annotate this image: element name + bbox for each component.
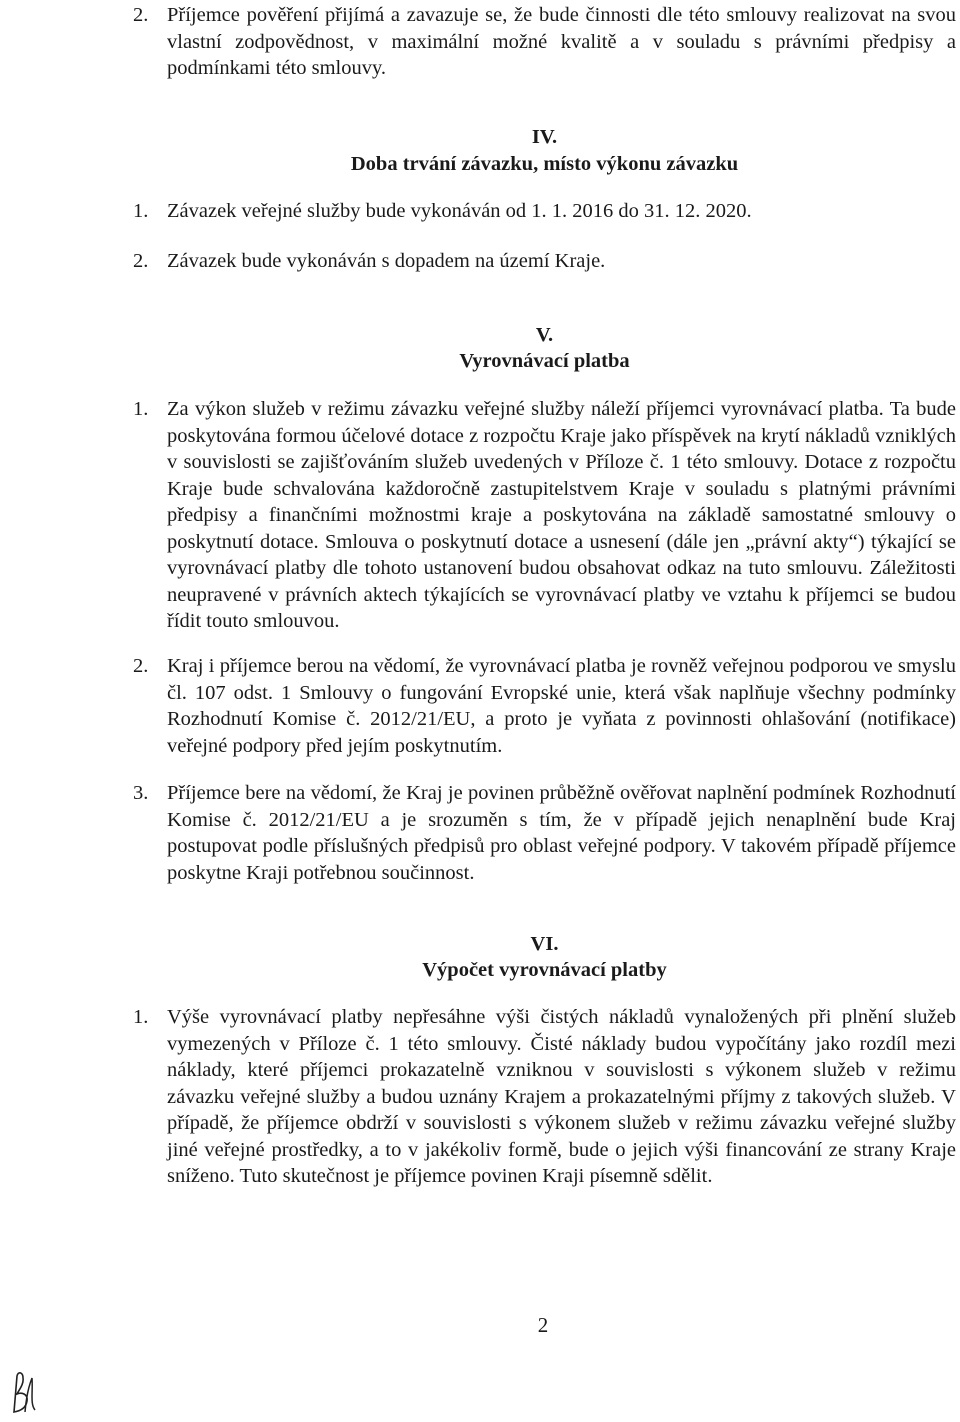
item-number: 1. xyxy=(133,200,149,222)
item-text: Za výkon služeb v režimu závazku veřejné služby náleží příjemci vyrovnávací platba. Ta bude poskytována formou účelové dotace z rozpočtu Kraje jako příspěvek na krytí nákladů vzniklých v souvislosti se zajišťováním služeb uvedených v Příloze č. 1 této smlouvy. Dotace z rozpočtu Kraje bude schvalována každoročně zastupitelstvem Kraje v souladu s platnými právními předpisy a finančními možnostmi kraje a poskytována na základě samostatné smlouvy o poskytnutí dotace. Smlouva o poskytnutí dotace a usnesení (dále jen „právní akty“) týkající se vyrovnávací platby dle tohoto ustanovení budou obsahovat odkaz na tuto smlouvu. Záležitosti neupravené v právních aktech týkajících se vyrovnávací platby ve vztahu k příjemci se budou řídit touto smlouvou. xyxy=(167,398,956,632)
page-number: 2 xyxy=(537,1313,549,1337)
item-number: 2. xyxy=(133,4,149,26)
paragraph-item xyxy=(133,2,956,82)
item-number: 2. xyxy=(133,655,149,677)
item-text: Kraj i příjemce berou na vědomí, že vyrovnávací platba je rovněž veřejnou podporou ve smyslu čl. 107 odst. 1 Smlouvy o fungování Evropské unie, která však naplňuje všechny podmínky Rozhodnutí Komise č. 2012/21/EU, a proto je vyňata z povinnosti ohlašování (notifikace) veřejné podpory před jejím poskytnutím. xyxy=(167,655,956,757)
section-numeral: VI. xyxy=(530,933,559,955)
section-numeral: IV. xyxy=(531,126,558,148)
paragraph-item xyxy=(133,780,956,886)
item-number: 3. xyxy=(133,782,149,804)
paragraph-item xyxy=(133,653,956,759)
paragraph-item xyxy=(133,1004,956,1190)
handwritten-initials xyxy=(6,1368,40,1416)
item-number: 1. xyxy=(133,1006,149,1028)
section-title: Vyrovnávací platba xyxy=(459,350,630,372)
item-text: Závazek bude vykonáván s dopadem na území Kraje. xyxy=(167,250,606,272)
section-numeral: V. xyxy=(535,324,554,346)
paragraph-item xyxy=(133,396,956,635)
item-number: 2. xyxy=(133,250,149,272)
item-text: Závazek veřejné služby bude vykonáván od 1. 1. 2016 do 31. 12. 2020. xyxy=(167,200,752,222)
item-number: 1. xyxy=(133,398,149,420)
section-title: Doba trvání závazku, místo výkonu závazku xyxy=(350,153,739,175)
item-text: Výše vyrovnávací platby nepřesáhne výši čistých nákladů vynaložených při plnění služeb vymezených v Příloze č. 1 této smlouvy. Čisté náklady budou vypočítány jako rozdíl mezi náklady, které příjemci prokazatelně vzniknou v souvislosti s výkonem služeb v režimu závazku veřejné služby a budou uznány Krajem a prokazatelnými příjmy z takových služeb. V případě, že příjemce obdrží v souvislosti s výkonem služeb v režimu závazku veřejné služby jiné veřejné prostředky, a to v jakékoliv formě, bude o jejich výši financování ze strany Kraje sníženo. Tuto skutečnost je příjemce povinen Kraji písemně sdělit. xyxy=(167,1006,956,1187)
item-text: Příjemce pověření přijímá a zavazuje se, že bude činnosti dle této smlouvy realizovat na svou vlastní zodpovědnost, v maximální možné kvalitě a v souladu s právními předpisy a podmínkami této smlouvy. xyxy=(167,4,956,79)
item-text: Příjemce bere na vědomí, že Kraj je povinen průběžně ověřovat naplnění podmínek Rozhodnutí Komise č. 2012/21/EU a je srozuměn s tím, že v případě jejich nenaplnění bude Kraj postupovat podle příslušných předpisů pro oblast veřejné podpory. V takovém případě příjemce poskytne Kraji potřebnou součinnost. xyxy=(167,782,956,884)
section-title: Výpočet vyrovnávací platby xyxy=(422,959,667,981)
paragraph-item xyxy=(133,248,956,275)
paragraph-item xyxy=(133,198,956,225)
